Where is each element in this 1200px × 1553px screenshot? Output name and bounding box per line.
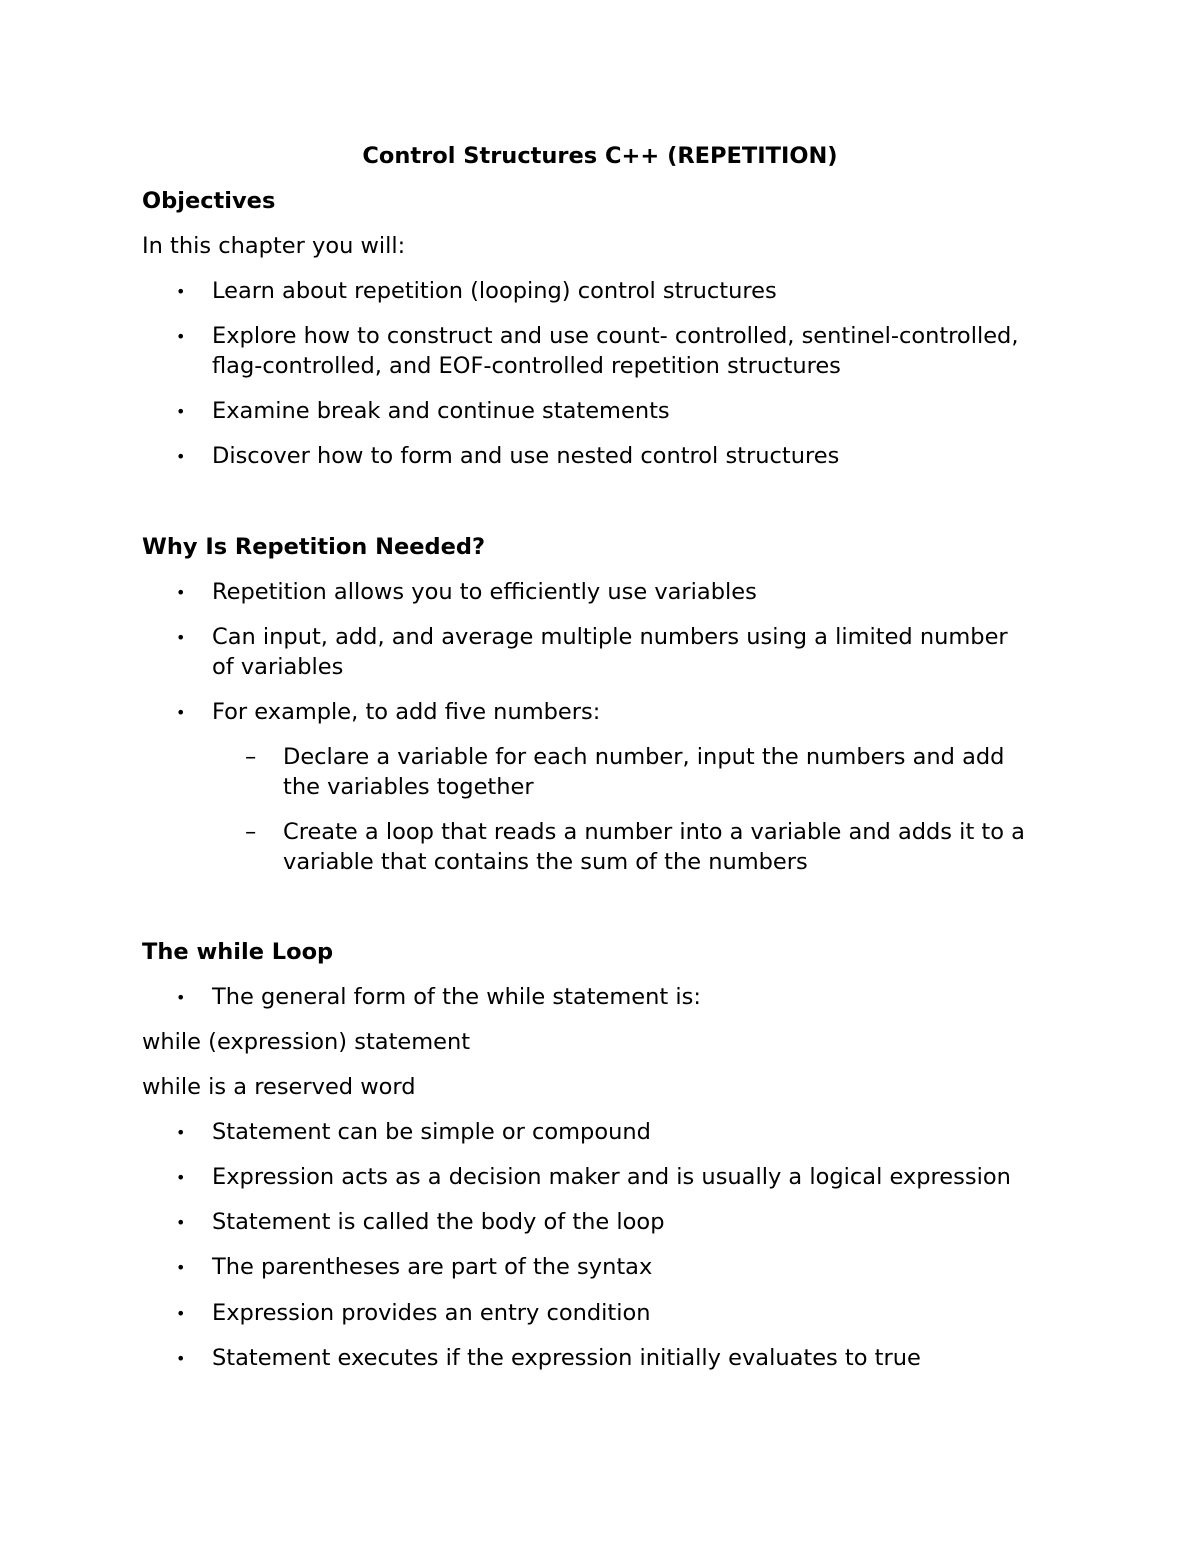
while-syntax: while (expression) statement <box>142 1029 471 1055</box>
bullet-icon: • <box>176 1168 186 1187</box>
objectives-heading: Objectives <box>142 188 276 214</box>
why-item-3: For example, to add five numbers: <box>212 699 601 725</box>
objectives-item-2-line-2: flag-controlled, and EOF-controlled repetition structures <box>212 353 841 379</box>
why-heading: Why Is Repetition Needed? <box>142 534 486 560</box>
while-item-4: The parentheses are part of the syntax <box>212 1254 653 1280</box>
bullet-icon: • <box>176 703 186 722</box>
bullet-icon: • <box>176 988 186 1007</box>
bullet-icon: • <box>176 1123 186 1142</box>
bullet-icon: • <box>176 447 186 466</box>
while-note: while is a reserved word <box>142 1074 416 1100</box>
why-item-2-line-2: of variables <box>212 654 344 680</box>
bullet-icon: • <box>176 1304 186 1323</box>
while-item-6: Statement executes if the expression initially evaluates to true <box>212 1345 921 1371</box>
objectives-item-4: Discover how to form and use nested control structures <box>212 443 840 469</box>
bullet-icon: • <box>176 1258 186 1277</box>
why-item-2-line-1: Can input, add, and average multiple numbers using a limited number <box>212 624 1008 650</box>
objectives-item-3: Examine break and continue statements <box>212 398 670 424</box>
why-subitem-2-line-1: Create a loop that reads a number into a variable and adds it to a <box>283 819 1025 845</box>
why-subitem-1-line-1: Declare a variable for each number, input the numbers and add <box>283 744 1005 770</box>
while-item-2: Expression acts as a decision maker and is usually a logical expression <box>212 1164 1011 1190</box>
dash-icon: – <box>245 819 257 845</box>
bullet-icon: • <box>176 1349 186 1368</box>
bullet-icon: • <box>176 1213 186 1232</box>
objectives-item-2-line-1: Explore how to construct and use count- controlled, sentinel-controlled, <box>212 323 1019 349</box>
while-item-1: Statement can be simple or compound <box>212 1119 651 1145</box>
while-item-5: Expression provides an entry condition <box>212 1300 651 1326</box>
objectives-item-1: Learn about repetition (looping) control structures <box>212 278 777 304</box>
why-subitem-1-line-2: the variables together <box>283 774 534 800</box>
bullet-icon: • <box>176 327 186 346</box>
why-item-1: Repetition allows you to efficiently use variables <box>212 579 757 605</box>
while-heading: The while Loop <box>142 939 334 965</box>
bullet-icon: • <box>176 583 186 602</box>
bullet-icon: • <box>176 282 186 301</box>
while-first-item: The general form of the while statement is: <box>212 984 701 1010</box>
objectives-intro: In this chapter you will: <box>142 233 406 259</box>
while-item-3: Statement is called the body of the loop <box>212 1209 665 1235</box>
page-title: Control Structures C++ (REPETITION) <box>362 143 838 169</box>
bullet-icon: • <box>176 402 186 421</box>
dash-icon: – <box>245 744 257 770</box>
bullet-icon: • <box>176 628 186 647</box>
why-subitem-2-line-2: variable that contains the sum of the numbers <box>283 849 808 875</box>
